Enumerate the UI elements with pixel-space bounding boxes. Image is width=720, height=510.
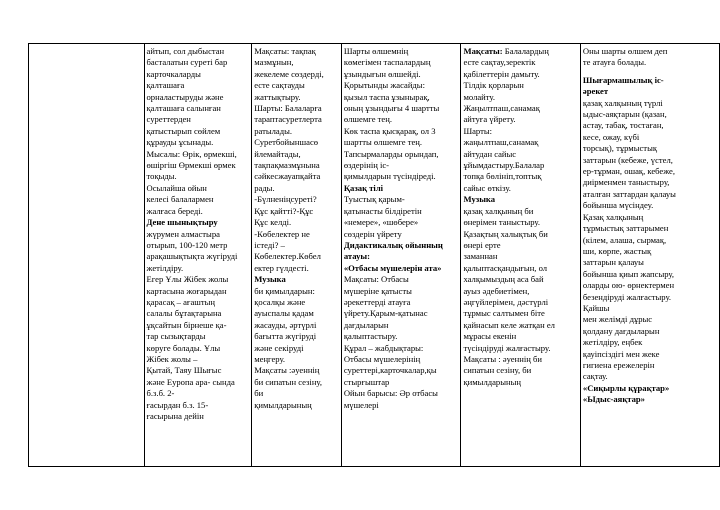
goal-text: Балалардың: [504, 46, 549, 56]
text-line: Құс келді.: [254, 217, 292, 228]
text-line: айтудан сайыс: [463, 148, 517, 159]
text-line: аталған заттардан қалауы: [582, 188, 676, 199]
text-line: Жібек жолы –: [146, 353, 198, 364]
text-line: қабілеттерін дамыту.: [463, 68, 540, 79]
text-line: өнері ерте: [463, 239, 501, 250]
text-line: Көбелектер.Көбел: [254, 251, 321, 262]
text-line: сақтау.: [582, 371, 608, 382]
text-line: Отбасы мүшелерінің: [343, 353, 421, 364]
empty-cell: [29, 44, 145, 467]
text-line: Қорытынды жасайды:: [343, 80, 425, 91]
text-line: қатынасты білдіретін: [343, 205, 422, 216]
text-line: жаттықтыру.: [254, 91, 301, 102]
text-line: тақпақмазмұнына: [254, 160, 320, 171]
text-line: диірменмен таныстыру,: [582, 177, 670, 188]
text-line: Шарты өлшемнің: [343, 46, 409, 56]
text-line: қимылдарын түсіндіреді.: [343, 171, 436, 182]
text-line: Мақсаты: тақпақ: [254, 46, 316, 56]
text-line: суреттерден: [146, 114, 191, 125]
section-heading-creative-activity-cont: әрекет: [582, 86, 609, 97]
text-line: қазақ халқының би: [463, 205, 534, 216]
text-line: заттарын (кебеже, үстел,: [582, 154, 673, 165]
text-line: бойынша қиып жапсыру,: [582, 268, 675, 279]
text-line: Қазақ халқының: [582, 211, 644, 222]
text-line: жалғаса береді.: [146, 205, 203, 216]
text-line: жекелеме сөздерді,: [254, 68, 324, 79]
text-line: қалыптасқандығын, ол: [463, 262, 548, 273]
text-line: -Көбелектер не: [254, 228, 310, 239]
text-line: Шарты:: [463, 125, 493, 136]
table-cell-activities-3: [341, 44, 461, 467]
text-line: «немере», «шөбере»: [343, 217, 419, 228]
text-line: -Бүлненіңсуреті?: [254, 194, 317, 205]
text-line: Туыстық қарым-: [343, 194, 405, 205]
text-line: қауіпсіздігі мен жеке: [582, 348, 660, 359]
text-line: қолдану дағдыларын: [582, 325, 660, 336]
text-line: Суретбойыншасө: [254, 137, 319, 148]
text-line: заманнан: [463, 251, 498, 262]
text-line: орналастыруды және: [146, 91, 224, 102]
text-line: ауыспалы қадам: [254, 308, 314, 319]
text-line: әңгүйлерімен, дәстүрлі: [463, 296, 549, 307]
text-line: шартты өлшемге тең.: [343, 137, 423, 148]
text-line: (кілем, алаша, сырмақ,: [582, 234, 667, 245]
text-line: оларды ою- өрнектермен: [582, 280, 675, 291]
text-line: қалыптастыру.: [343, 331, 398, 342]
text-line: Қазақтың халықтық би: [463, 228, 548, 239]
text-line: кесе, ожау, күбі: [582, 131, 640, 142]
text-line: Мысалы: Өрік, өрмекші,: [146, 148, 237, 159]
text-line: халқымыздың аса бай: [463, 274, 544, 285]
text-line: Мақсаты: Отбасы: [343, 274, 409, 285]
text-line: мүшелері: [343, 399, 379, 410]
text-line: айтуға үйрету.: [463, 114, 516, 125]
text-line: тұрмыстық заттарымен: [582, 223, 669, 234]
section-heading-game-name: атауы:: [343, 251, 370, 262]
text-line: әрекеттерді атауға: [343, 296, 411, 307]
text-line: өшіргіш Өрмекші өрмек: [146, 160, 236, 171]
text-line: және Еуропа ара- сында: [146, 376, 235, 387]
text-line: би сипатын сезіну,: [254, 376, 323, 387]
text-line: дағдыларын: [343, 319, 389, 330]
text-line: қалташаға: [146, 80, 185, 91]
text-line-goal: [463, 46, 578, 57]
text-line: тар сызықтарды: [146, 331, 206, 342]
text-line: келесі балалармен: [146, 194, 214, 205]
text-line: молайту.: [463, 91, 496, 102]
text-line: қарасақ – ағаштың: [146, 296, 216, 307]
text-line: қайнасып келе жатқан ел: [463, 319, 555, 330]
text-line: көруге болады. Ұлы: [146, 342, 221, 353]
text-line: қазақ халқының түрлі: [582, 97, 663, 108]
text-line: Қытай, Таяу Шығыс: [146, 365, 222, 376]
text-line: Мақсаты :әуеннің: [254, 365, 320, 376]
text-line: безендіруді жалғастыру.: [582, 291, 672, 302]
text-line: істеді? –: [254, 239, 285, 250]
text-line: заттарын қалауы: [582, 257, 644, 268]
text-line: ұқсайтын бірнеше қа-: [146, 319, 227, 330]
text-line: тараптасуретлерта: [254, 114, 322, 125]
text-line: ұзындығын өлшейді.: [343, 68, 421, 79]
text-line: Ойын барысы: Әр отбасы: [343, 388, 438, 399]
activity-title-dishes: «Ыдыс-аяқтар»: [582, 394, 645, 405]
text-line: тоқыды.: [146, 171, 177, 182]
text-line: жаңылтпаш,санамақ: [463, 137, 539, 148]
text-line: мен желімді дұрыс: [582, 314, 653, 325]
text-line: рады.: [254, 182, 275, 193]
text-line: арақашықтықта жүгіруді: [146, 251, 238, 262]
text-line: Тілдік қорларын: [463, 80, 524, 91]
text-line: ұйымдастыру.Балалар: [463, 160, 545, 171]
text-line: мазмұнын,: [254, 57, 294, 68]
text-line: отырып, 100-120 метр: [146, 239, 228, 250]
lesson-plan-table: [28, 43, 720, 467]
text-line: өнерімен таныстыру.: [463, 217, 541, 228]
text-line: тұрмыс салтымен біте: [463, 308, 545, 319]
table-cell-activities-1: [144, 44, 252, 467]
text-line: б.з.б. 2-: [146, 388, 175, 399]
text-line: бойынша мүсіндеу.: [582, 200, 654, 211]
text-line: бағытта жүгіруді: [254, 331, 317, 342]
goal-label: Мақсаты:: [463, 46, 503, 56]
game-title: «Отбасы мүшелерін ата»: [343, 262, 442, 273]
text-line: өздерінің іс-: [343, 160, 390, 171]
text-line: салалы бұтақтарына: [146, 308, 222, 319]
text-line: түсіндіруді жалғастыру.: [463, 342, 551, 353]
text-line: ғасырдан б.з. 15-: [146, 399, 209, 410]
text-line: ектер гүлдесті.: [254, 262, 309, 273]
section-heading-didactic-game: Дидактикалық ойынның: [343, 239, 443, 250]
table-cell-activities-4: [461, 44, 580, 467]
text-line: ғасырына дейін: [146, 411, 204, 421]
text-line: ши, көрпе, жастық: [582, 245, 652, 256]
text-line: мұрасы екенін: [463, 331, 517, 342]
text-line: карточкаларды: [146, 68, 201, 79]
table-row: [29, 44, 720, 467]
text-line: құрауды ұсынады.: [146, 137, 214, 148]
text-line: және секіруді: [254, 342, 304, 353]
text-line: Қайшы: [582, 302, 610, 313]
text-line: айтып, сол дыбыстан: [146, 46, 225, 56]
text-line: сайыс өткізу.: [463, 182, 511, 193]
text-line: қимылдарының: [254, 399, 312, 410]
text-line: астау, табақ, тостаған,: [582, 120, 664, 131]
text-line: торсық), тұрмыстық: [582, 143, 658, 154]
text-line: ыдыс-аяқтарын (қазан,: [582, 109, 667, 120]
text-line: гигиена ережелерін: [582, 359, 655, 370]
text-line: Егер Ұлы Жібек жолы: [146, 274, 229, 285]
section-heading-kazakh-language: Қазақ тілі: [343, 182, 384, 193]
text-line: Құс қайтті?-Құс: [254, 205, 314, 216]
text-line: есте сақтау,зеректік: [463, 57, 536, 68]
text-line: топқа бөлініп,топтық: [463, 171, 542, 182]
text-line: қызыл таспа ұзынырақ,: [343, 91, 430, 102]
text-line: ратылады.: [254, 125, 293, 136]
text-line: би қимылдарын:: [254, 285, 315, 296]
text-line: сипатын сезіну, би: [463, 365, 532, 376]
text-line: Оны шарты өлшем деп: [582, 46, 668, 56]
text-line: мүшеріне қатысты: [343, 285, 412, 296]
activity-title-magic-patches: «Сиқырлы құрақтар»: [582, 382, 670, 393]
text-line: Тапсырмаларды орындап,: [343, 148, 439, 159]
text-line: Құрал – жабдықтары:: [343, 342, 424, 353]
text-line: үйрету.Қарым-қатынас: [343, 308, 428, 319]
text-line: картасына жоғарыдан: [146, 285, 227, 296]
text-line: жетілдіру, еңбек: [582, 337, 643, 348]
text-line: суреттері,карточкалар,қы: [343, 365, 437, 376]
text-line: қимылдарының: [463, 376, 521, 387]
text-line: қатыстырып сөйлем: [146, 125, 221, 136]
text-line: ер-тұрман, ошақ, кебеже,: [582, 166, 676, 177]
text-line: меңгеру.: [254, 353, 286, 364]
section-heading-music: Музыка: [463, 194, 496, 205]
text-line: Көк таспа қысқарақ, ол 3: [343, 125, 436, 136]
table-cell-activities-2: [252, 44, 342, 467]
text-line: басталатын суреті бар: [146, 57, 228, 68]
text-line: те атауға болады.: [582, 57, 647, 68]
text-line: өлшемге тең.: [343, 114, 392, 125]
text-line: сөздерін үйрету: [343, 228, 402, 239]
text-line: Мақсаты : әуеннің би: [463, 353, 542, 364]
section-heading-physical-education: Дене шынықтыру: [146, 217, 218, 228]
text-line: есте сақтауды: [254, 80, 305, 91]
text-line: Осылайша ойын: [146, 182, 207, 193]
text-line: Шарты: Балаларға: [254, 103, 322, 114]
text-line: жетілдіру.: [146, 262, 184, 273]
text-line: стырғыштар: [343, 376, 390, 387]
text-line: ауыз әдебиетімен,: [463, 285, 530, 296]
text-line: сәйкесжауапқайта: [254, 171, 321, 182]
text-line: қалташаға салынған: [146, 103, 221, 114]
section-heading-music: Музыка: [254, 274, 286, 285]
text-line: жүрумен алмастыра: [146, 228, 220, 239]
text-line: оның ұзындығы 4 шартты: [343, 103, 440, 114]
text-line: көмегімен таспалардың: [343, 57, 431, 68]
text-line: Жаңылтпаш,санамақ: [463, 103, 540, 114]
section-heading-creative-activity: Шығармашылық іс-: [582, 74, 664, 85]
text-line: қосалқы және: [254, 296, 306, 307]
text-line: жасауды, әртүрлі: [254, 319, 317, 330]
text-line: би: [254, 388, 264, 399]
table-cell-activities-5: [580, 44, 719, 467]
text-line: йлемайтады,: [254, 148, 301, 159]
